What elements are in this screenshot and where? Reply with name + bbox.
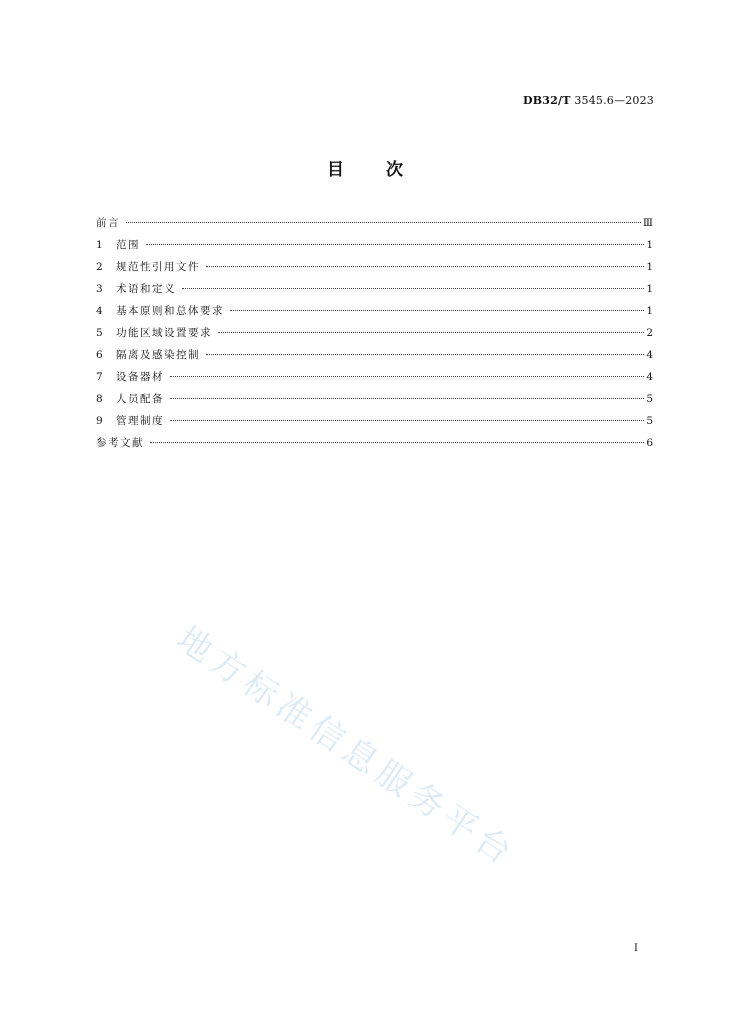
toc-entry-label: 范围 (116, 239, 140, 251)
toc-entry-label: 参考文献 (96, 437, 144, 449)
toc-entry-page: 5 (646, 415, 653, 427)
toc-entry-label: 设备器材 (116, 371, 164, 383)
toc-entry-page: 4 (646, 349, 653, 361)
toc-entry-number: 9 (96, 415, 103, 427)
toc-leader-dots (126, 222, 641, 223)
toc-entry-number: 2 (96, 261, 103, 273)
toc-entry-page: 4 (646, 371, 653, 383)
toc-leader-dots (150, 442, 644, 443)
toc-entry-number: 1 (96, 239, 103, 251)
toc-entry-label: 管理制度 (116, 415, 164, 427)
toc-leader-dots (218, 332, 644, 333)
toc-leader-dots (170, 376, 644, 377)
toc-entry-bibliography[interactable] (96, 432, 653, 454)
toc-entry-label: 规范性引用文件 (116, 261, 200, 273)
toc-entry-8[interactable] (96, 388, 653, 410)
toc-entry-page: 1 (646, 239, 653, 251)
toc-leader-dots (146, 244, 644, 245)
toc-title-char-1: 目 (327, 160, 344, 180)
toc-entry-label: 人员配备 (116, 393, 164, 405)
toc-entry-page: 1 (646, 283, 653, 295)
toc-entry-6[interactable] (96, 344, 653, 366)
toc-entry-5[interactable] (96, 322, 653, 344)
toc-entry-number: 4 (96, 305, 103, 317)
toc-leader-dots (170, 398, 644, 399)
toc-entry-2[interactable] (96, 256, 653, 278)
toc-leader-dots (206, 354, 644, 355)
toc-entry-page: 5 (646, 393, 653, 405)
toc-leader-dots (230, 310, 644, 311)
toc-entry-number: 7 (96, 371, 103, 383)
toc-entry-3[interactable] (96, 278, 653, 300)
toc-entry-number: 5 (96, 327, 103, 339)
toc-title-char-2: 次 (386, 160, 403, 180)
page-number: I (634, 943, 638, 954)
toc-entry-1[interactable] (96, 234, 653, 256)
toc-leader-dots (206, 266, 644, 267)
toc-entry-page: Ⅲ (642, 217, 653, 229)
toc-entry-page: 2 (646, 327, 653, 339)
toc-entry-7[interactable] (96, 366, 653, 388)
watermark: 地方标准信息服务平台 (169, 618, 524, 876)
toc-entry-4[interactable] (96, 300, 653, 322)
standard-code (523, 94, 654, 107)
standard-prefix: DB32/T (523, 94, 571, 107)
toc-entry-page: 6 (646, 437, 653, 449)
toc-entry-label: 功能区域设置要求 (116, 327, 212, 339)
standard-number: 3545.6—2023 (574, 94, 654, 107)
toc-title (0, 155, 730, 180)
toc-entry-label: 隔离及感染控制 (116, 349, 200, 361)
toc-entry-label: 前言 (96, 217, 120, 229)
toc-entry-9[interactable] (96, 410, 653, 432)
toc-leader-dots (182, 288, 644, 289)
toc-leader-dots (170, 420, 644, 421)
toc-entry-label: 基本原则和总体要求 (116, 305, 224, 317)
table-of-contents (96, 212, 653, 454)
toc-entry-number: 8 (96, 393, 103, 405)
toc-entry-label: 术语和定义 (116, 283, 176, 295)
toc-entry-page: 1 (646, 305, 653, 317)
toc-entry-foreword[interactable] (96, 212, 653, 234)
toc-entry-page: 1 (646, 261, 653, 273)
toc-entry-number: 3 (96, 283, 103, 295)
toc-entry-number: 6 (96, 349, 103, 361)
